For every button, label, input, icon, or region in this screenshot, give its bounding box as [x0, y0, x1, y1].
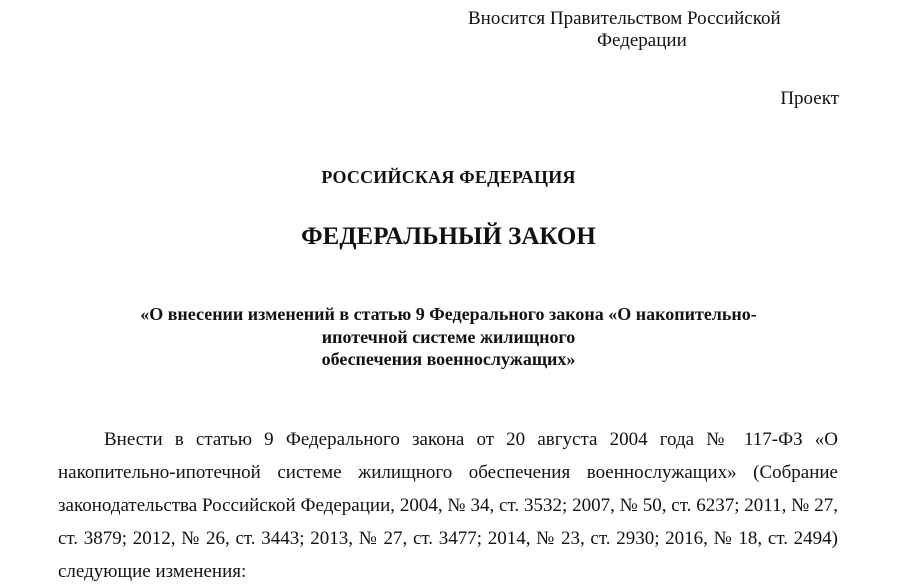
body-paragraph: Внести в статью 9 Федерального закона от 20 августа 2004 года № 117-ФЗ «О накопительно-ипотечной системе жилищного обеспечения военнослужащих» (Собрание законодательства Российской Федерации, 2004, № 34, ст. 3532; 2007, № 50, ст. 6237; 2011, № 27, ст. 3879; 2012, № 26, ст. 3443; 2013, № 27, ст. 3477; 2014, № 23, ст. 2930; 2016, № 18, ст. 2494) следующие изменения:	[58, 429, 838, 582]
law-title-line: обеспечения военнослужащих»	[321, 349, 576, 369]
law-title	[0, 303, 897, 371]
law-title-line: ипотечной системе жилищного	[321, 326, 576, 347]
draft-label: Проект	[780, 88, 839, 109]
law-title-line: «О внесении изменений в статью 9 Федерального закона «О накопительно-	[140, 304, 757, 324]
submitted-by-line-2: Федерации	[597, 30, 687, 51]
country-heading: РОССИЙСКАЯ ФЕДЕРАЦИЯ	[321, 167, 576, 187]
submitted-by-line-1: Вносится Правительством Российской	[468, 8, 781, 29]
submitted-by-note	[468, 8, 828, 52]
law-type-heading: ФЕДЕРАЛЬНЫЙ ЗАКОН	[301, 223, 596, 250]
